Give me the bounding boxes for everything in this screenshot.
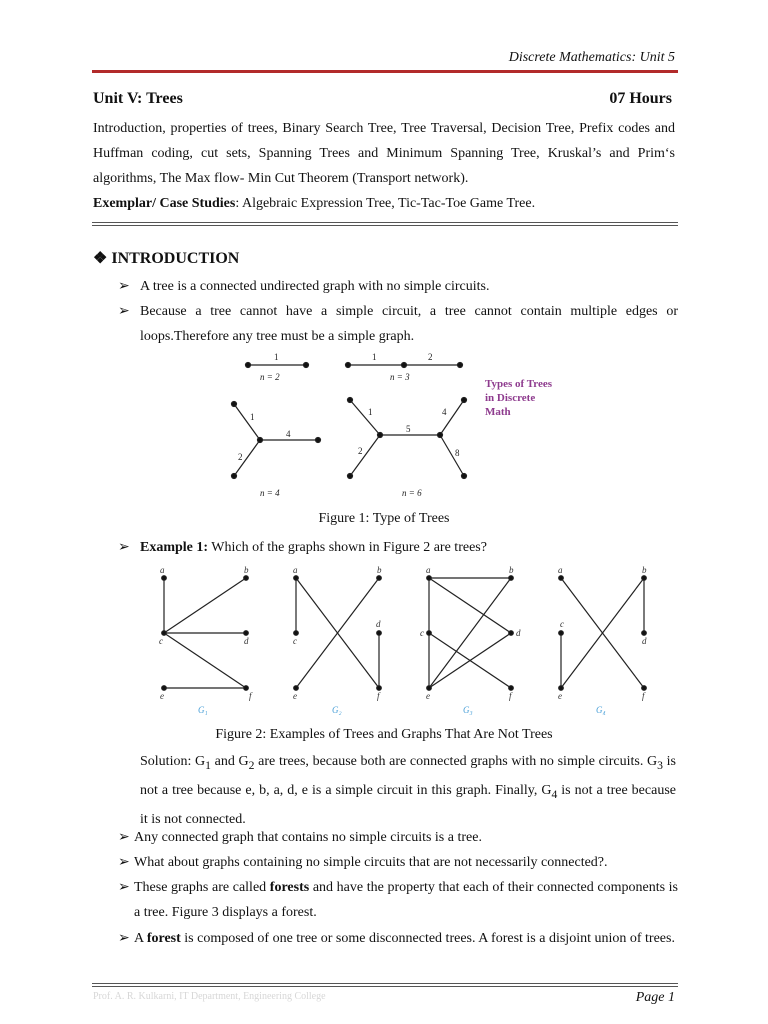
- bullet-forest-definition: [118, 926, 678, 951]
- vertex-label: a: [426, 565, 431, 575]
- bullet-text: [118, 875, 678, 925]
- vertex-label: d: [376, 619, 381, 629]
- exemplar-label: Exemplar/ Case Studies: [93, 196, 236, 211]
- subscript: 2: [248, 758, 255, 772]
- arrow-bullet-icon: ➢: [118, 855, 130, 870]
- vertex-label: c: [420, 628, 424, 638]
- n6-label: n = 6: [402, 488, 422, 498]
- graph-name-g3: G₃: [463, 705, 473, 715]
- footer-author: Prof. A. R. Kulkarni, IT Department, Engineering College: [93, 991, 326, 1002]
- edge-label: 4: [286, 429, 291, 439]
- subscript: 3: [657, 758, 663, 772]
- vertex-label: b: [377, 565, 382, 575]
- solution-text: and G: [210, 754, 249, 769]
- subscript: 1: [205, 758, 211, 772]
- solution-paragraph: [140, 749, 676, 832]
- example-line: [118, 535, 678, 560]
- arrow-bullet-icon: ➢: [118, 279, 130, 294]
- edge-label: 2: [238, 452, 243, 462]
- n3-label: n = 3: [390, 372, 410, 382]
- edge-label: 1: [368, 407, 373, 417]
- bold-term: forests: [269, 880, 310, 895]
- vertex-label: d: [642, 636, 647, 646]
- types-of-trees-caption: Math: [485, 406, 511, 418]
- vertex-label: e: [558, 691, 562, 701]
- solution-text: are trees, because both are connected graphs with no simple circuits. G: [254, 754, 658, 769]
- text-run: is composed of one tree or some disconnected trees. A forest is a disjoint union of trees.: [180, 931, 675, 946]
- bullet-text: A tree is a connected undirected graph with no simple circuits.: [140, 279, 490, 294]
- graph-name-g4: G₄: [596, 705, 606, 715]
- vertex-label: a: [558, 565, 563, 575]
- bullet-tree-definition: [118, 274, 678, 299]
- edge-label: 1: [274, 352, 279, 362]
- vertex-label: e: [426, 691, 430, 701]
- intro-heading-text: INTRODUCTION: [111, 250, 240, 267]
- arrow-bullet-icon: ➢: [118, 540, 130, 555]
- vertex-label: e: [160, 691, 164, 701]
- diamond-bullet-icon: ❖: [93, 250, 108, 267]
- bullet-connected-tree: [118, 825, 678, 850]
- arrow-bullet-icon: ➢: [118, 931, 130, 946]
- bullet-not-connected: [118, 850, 678, 875]
- bold-term: forest: [146, 931, 181, 946]
- solution-text: is not a tree because e, b, a, d, e is a simple circuit in this graph. Finally, G: [140, 754, 676, 798]
- vertex-label: e: [293, 691, 297, 701]
- types-of-trees-caption: in Discrete: [485, 392, 536, 404]
- exemplar-line: [93, 191, 675, 216]
- text-run: and have the property that each of their connected components is a tree. Figure 3 displays a forest.: [134, 880, 678, 920]
- header-rule: [92, 70, 678, 73]
- bullet-text: What about graphs containing no simple circuits that are not necessarily connected?.: [134, 855, 608, 870]
- text-run: These graphs are called: [134, 880, 270, 895]
- unit-title: Unit V: Trees: [93, 90, 183, 107]
- footer-rule: [92, 983, 678, 987]
- n4-label: n = 4: [260, 488, 280, 498]
- vertex-label: f: [642, 691, 645, 701]
- edge-label: 1: [372, 352, 377, 362]
- bullet-example-1: [118, 535, 678, 560]
- figure-2-graphs: [150, 564, 670, 716]
- unit-hours: 07 Hours: [609, 90, 672, 107]
- example-label: Example 1:: [140, 540, 209, 555]
- graph-name-g2: G₂: [332, 705, 342, 715]
- vertex-label: a: [160, 565, 165, 575]
- edge-label: 2: [358, 446, 363, 456]
- figure-1-types-of-trees: [220, 348, 600, 500]
- figure-2-caption: Figure 2: Examples of Trees and Graphs That Are Not Trees: [215, 727, 553, 742]
- vertex-label: a: [293, 565, 298, 575]
- vertex-label: c: [560, 619, 564, 629]
- vertex-label: c: [293, 636, 297, 646]
- arrow-bullet-icon: ➢: [118, 830, 130, 845]
- vertex-label: f: [509, 691, 512, 701]
- vertex-label: f: [377, 691, 380, 701]
- edge-label: 8: [455, 448, 460, 458]
- types-of-trees-caption: Types of Trees: [485, 378, 553, 390]
- vertex-label: f: [249, 691, 252, 701]
- solution-text: Solution: G: [140, 754, 206, 769]
- edge-label: 1: [250, 412, 255, 422]
- vertex-label: b: [642, 565, 647, 575]
- text-run: A: [134, 931, 147, 946]
- section-rule: [92, 222, 678, 226]
- arrow-bullet-icon: ➢: [118, 304, 130, 319]
- bullet-simple-graph: [118, 299, 678, 349]
- vertex-label: d: [516, 628, 521, 638]
- arrow-bullet-icon: ➢: [118, 880, 130, 895]
- solution-text: is not a tree because it is not connected.: [140, 782, 676, 827]
- syllabus-paragraph: Introduction, properties of trees, Binary Search Tree, Tree Traversal, Decision Tree, Prefix codes and Huffman coding, cut sets, Spanning Trees and Minimum Spanning Tree, Kruskal’s and Prim‘s algorithms, The Max flow- Min Cut Theorem (Transport network).: [93, 121, 675, 186]
- vertex-label: b: [244, 565, 249, 575]
- vertex-label: d: [244, 636, 249, 646]
- edge-label: 5: [406, 424, 411, 434]
- vertex-label: b: [509, 565, 514, 575]
- example-text: Which of the graphs shown in Figure 2 are trees?: [208, 540, 487, 555]
- edge-label: 2: [428, 352, 433, 362]
- graph-name-g1: G₁: [198, 705, 208, 715]
- figure-1-caption: Figure 1: Type of Trees: [318, 511, 450, 526]
- page-number: Page 1: [635, 990, 675, 1005]
- exemplar-text: : Algebraic Expression Tree, Tic-Tac-Toe Game Tree.: [235, 196, 536, 211]
- bullet-text: Any connected graph that contains no simple circuits is a tree.: [134, 830, 482, 845]
- bullet-text: Because a tree cannot have a simple circuit, a tree cannot contain multiple edges or loops.Therefore any tree must be a simple graph.: [140, 304, 678, 344]
- vertex-label: c: [159, 636, 163, 646]
- n2-label: n = 2: [260, 372, 280, 382]
- bullet-forests: [118, 875, 678, 925]
- running-header: Discrete Mathematics: Unit 5: [508, 50, 675, 65]
- subscript: 4: [551, 787, 558, 801]
- bullet-text: [118, 926, 678, 951]
- intro-heading: [93, 248, 239, 268]
- edge-label: 4: [442, 407, 447, 417]
